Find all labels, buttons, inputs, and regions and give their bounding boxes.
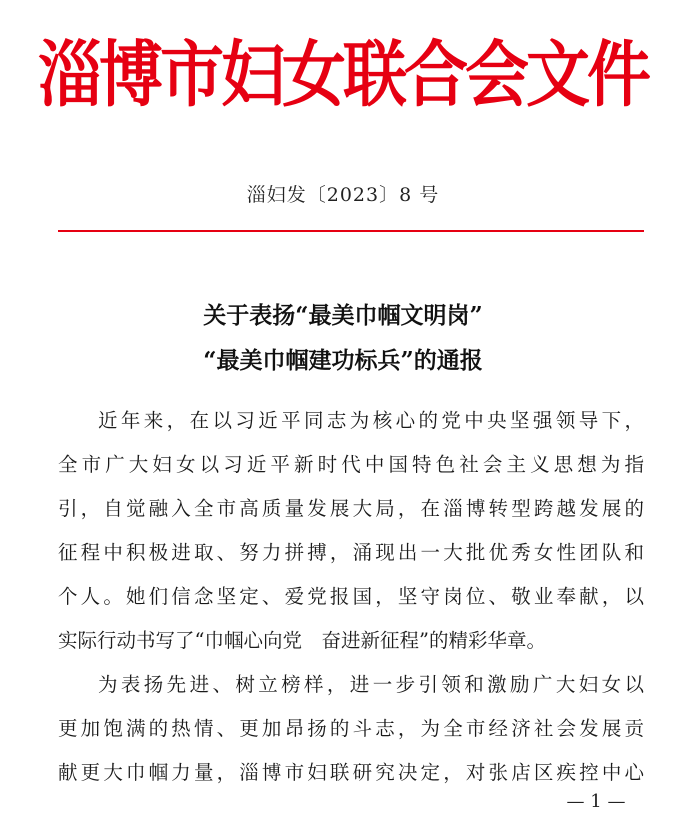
body-line: 近年来，在以习近平同志为核心的党中央坚强领导下， [98, 409, 644, 432]
body-line: 献更大巾帼力量，淄博市妇联研究决定，对张店区疾控中心 [58, 761, 644, 784]
body-line: 全市广大妇女以习近平新时代中国特色社会主义思想为指 [58, 453, 644, 476]
red-divider-line [58, 230, 644, 232]
body-line: 个人。她们信念坚定、爱党报国，坚守岗位、敬业奉献，以 [58, 585, 644, 608]
body-line: 引，自觉融入全市高质量发展大局，在淄博转型跨越发展的 [58, 497, 644, 520]
body-line: 为表扬先进、树立榜样，进一步引领和激励广大妇女以 [98, 673, 644, 696]
notice-title-line-1: 关于表扬“最美巾帼文明岗” [203, 302, 483, 329]
body-line: 实际行动书写了“巾帼心向党 奋进新征程”的精彩华章。 [58, 629, 546, 652]
body-line: 征程中积极进取、努力拼搏，涌现出一大批优秀女性团队和 [58, 541, 644, 564]
page-number: — 1 — [566, 791, 626, 812]
issuer-masthead: 淄博市妇女联合会文件 [38, 33, 648, 118]
body-line: 更加饱满的热情、更加昂扬的斗志，为全市经济社会发展贡 [58, 717, 644, 740]
document-number: 淄妇发〔2023〕8 号 [246, 184, 440, 206]
notice-title-line-2: “最美巾帼建功标兵”的通报 [203, 347, 483, 374]
